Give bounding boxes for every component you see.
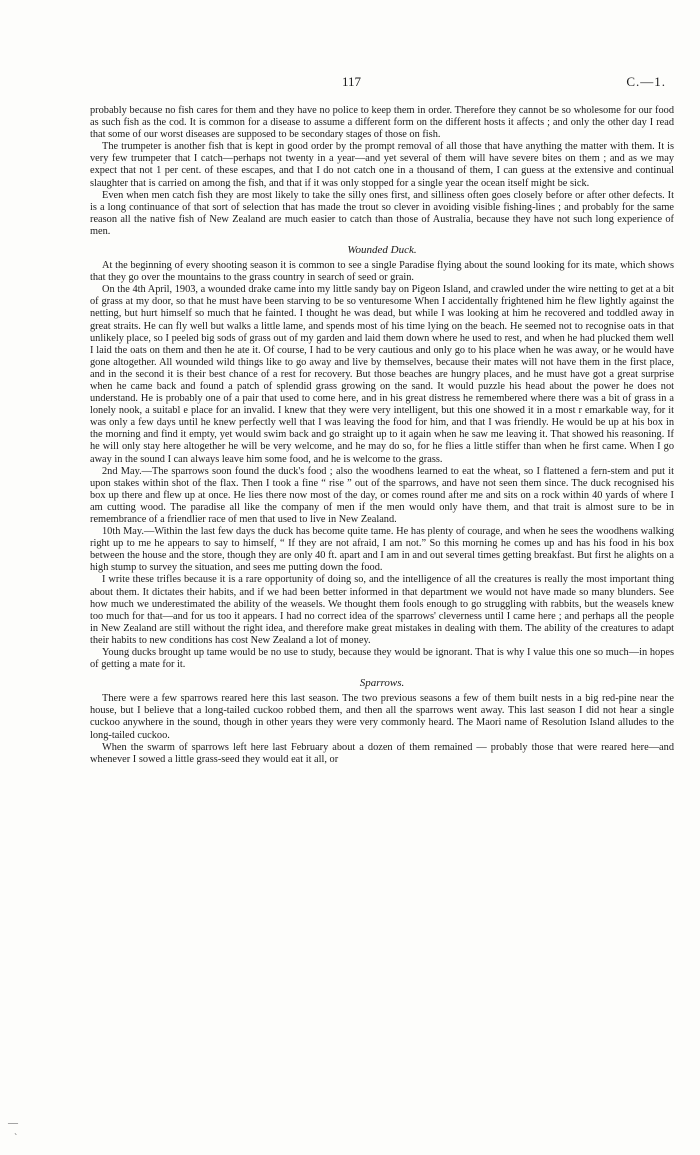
paragraph: Even when men catch fish they are most likely to take the silly ones first, and silliness often goes closely before or after other defects. It is a long continuance of that sort of selection that has made the trout so clever in avoiding visible fishing-lines ; and probably for the same reason all the native fish of New Zealand are much easier to catch than those of Australia, because they have not such long experience of men. (90, 189, 674, 237)
margin-mark: — (8, 1118, 18, 1129)
paragraph: probably because no fish cares for them and they have no police to keep them in order. Therefore they cannot be so wholesome for our food as such fish as the cod. It is common for a disease to assume a different form on the different hosts it affects ; and only the other day I read that some of our worst diseases are supposed to be secondary stages of those on fish. (90, 105, 674, 141)
paragraph: 2nd May.—The sparrows soon found the duck's food ; also the woodhens learned to eat the wheat, so I flattened a fern-stem and put it upon stakes within shot of the flax. Then I took a fine “ rise ” out of the sparrows, and have not seen them since. The duck recognised his box up there and flew up at once. He lies there now most of the day, or comes round after me and sits on a rock within 40 yards of where I am cutting wood. The paradise all like the company of men if the men would only have them, and that trait is almost sure to be in remembrance of a friendlier race of men that used to live in New Zealand. (90, 465, 674, 525)
margin-mark: ` (14, 1133, 18, 1144)
paragraph: The trumpeter is another fish that is kept in good order by the prompt removal of all those that have anything the matter with them. It is very few trumpeter that I catch—perhaps not twenty in a year—and yet several of them will have severe bites on them ; and as we may expect that not 1 per cent. of these escapes, and that I do not catch one in a thousand of them, I can guess at the extensive and continual slaughter that is carried on among the fish, and that if it was only stopped for a single year the ocean itself might be sick. (90, 141, 674, 189)
page-header (0, 74, 700, 90)
section-heading-sparrows: Sparrows. (359, 677, 405, 690)
paragraph: At the beginning of every shooting season it is common to see a single Paradise flying about the sound looking for its mate, which shows that they go over the mountains to the grass country in search of seed or grain. (90, 260, 674, 284)
paragraph: On the 4th April, 1903, a wounded drake came into my little sandy bay on Pigeon Island, and crawled under the wire netting to get at a bit of grass at my door, so that he must have been starving to be so venturesome When I accidentally frightened him he flew lightly against the netting, but hurt himself so much that he fainted. I thought he was dead, but while I was looking at him he recovered and toddled away in great straits. He can fly well but walks a little lame, and spends most of his time lying on the beach. He seemed not to recognise oats in that unlikely place, so I peeled big sods of grass out of my garden and laid them down where he used to rest, and when he had plucked them well I laid the oats on them and then he ate it. Of course, I had to be very cautious and only go to his place when he was away, or he would have gone altogether. All wounded wild things like to go away and live by themselves, because their mates will not have them in the first place, and in the second it is their best chance of a rest for recovery. But those beaches are hungry places, and he must have got a great surprise when he came back and found a patch of splendid grass growing on the sand. It would puzzle his head about the power he does not understand. He is probably one of a pair that used to come here, and in his great distress he remembered where there was a bit of grass in a lonely nook, a suitabl e place for an invalid. I knew that they were very intelligent, but this one showed it in a most r emarkable way, for it was only a few days until he knew perfectly well that I was leaving the food for him, and that I was friendly. He would be up at his box in the morning and find it empty, yet would swim back and go straight up to it again when he saw me leaving it. That showed his reasoning. If he will only stay here altogether he will be very welcome, and he may do so, for he flies a little stiffer than when he first came. When I go away in the sound I can always leave him some food, and he is welcome to the grass. (90, 284, 674, 465)
page-number: 117 (342, 74, 362, 89)
section-heading-wounded-duck: Wounded Duck. (347, 244, 417, 257)
paragraph: I write these trifles because it is a rare opportunity of doing so, and the intelligence of all the creatures is really the most important thing about them. It dictates their habits, and if we had been better informed in that department we would not have made so many blunders. See how much we underestimated the ability of the weasels. We thought them fools enough to go struggling with rabbits, but the weasels knew too much for that—and for us too it appears. I had no correct idea of the sparrows' cleverness until I came here ; and perhaps all the people in New Zealand are still without the right idea, and therefore make great mistakes in dealing with them. The ability of the creatures to adapt their habits to new conditions has cost New Zealand a lot of money. (90, 574, 674, 646)
document-body (90, 105, 674, 766)
document-reference: C.—1. (626, 74, 666, 89)
paragraph: Young ducks brought up tame would be no use to study, because they would be ignorant. That is why I value this one so much—in hopes of getting a mate for it. (90, 647, 674, 671)
paragraph: When the swarm of sparrows left here last February about a dozen of them remained — probably those that were reared here—and whenever I sowed a little grass-seed they would eat it all, or (90, 741, 674, 765)
paragraph: 10th May.—Within the last few days the duck has become quite tame. He has plenty of courage, and when he sees the woodhens walking right up to me he appears to say to himself, “ If they are not afraid, I am not.” So this morning he comes up and has his food in his box between the house and the store, though they are only 40 ft. apart and I am in and out several times getting breakfast. But first he alights on a high stump to survey the situation, and sees me putting down the food. (90, 526, 674, 574)
paragraph: There were a few sparrows reared here this last season. The two previous seasons a few of them built nests in a big red-pine near the house, but I believe that a long-tailed cuckoo robbed them, and then all the sparrows went away. This last season I did not hear a single cuckoo anywhere in the sound, though in other years they were very commonly heard. The Maori name of Resolution Island alludes to the long-tailed cuckoo. (90, 693, 674, 741)
